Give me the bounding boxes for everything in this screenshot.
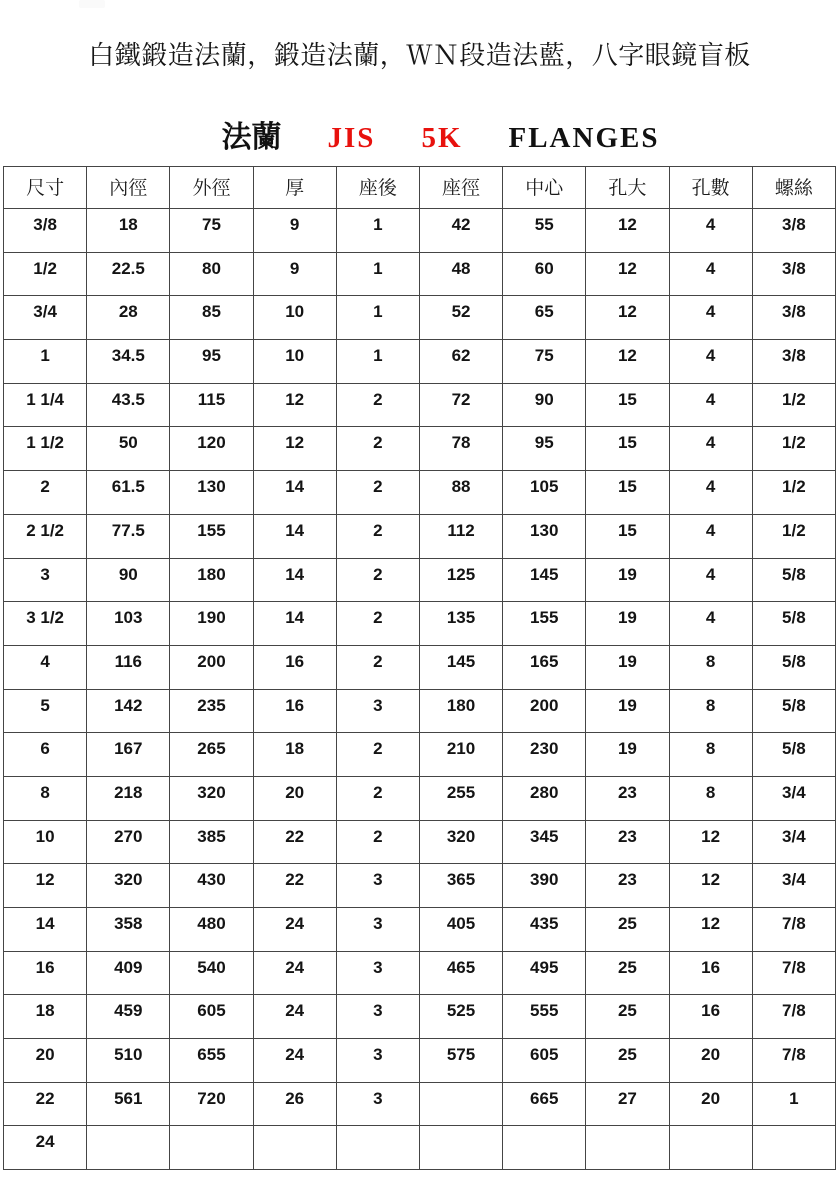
table-cell: 20 xyxy=(4,1039,87,1083)
table-cell: 14 xyxy=(4,908,87,952)
table-cell: 385 xyxy=(170,820,253,864)
table-cell: 25 xyxy=(586,908,669,952)
table-cell: 145 xyxy=(419,645,502,689)
table-cell: 3/8 xyxy=(752,209,835,253)
table-cell: 4 xyxy=(669,427,752,471)
table-cell xyxy=(419,1082,502,1126)
table-row xyxy=(4,209,836,253)
column-header: 尺寸 xyxy=(4,167,87,209)
table-cell: 4 xyxy=(669,209,752,253)
table-cell: 2 xyxy=(336,471,419,515)
table-cell: 25 xyxy=(586,1039,669,1083)
table-cell: 265 xyxy=(170,733,253,777)
table-cell: 5/8 xyxy=(752,558,835,602)
table-cell: 1/2 xyxy=(752,471,835,515)
table-cell: 655 xyxy=(170,1039,253,1083)
table-cell xyxy=(503,1126,586,1170)
table-cell: 78 xyxy=(419,427,502,471)
table-cell: 720 xyxy=(170,1082,253,1126)
table-cell: 7/8 xyxy=(752,951,835,995)
table-cell xyxy=(336,1126,419,1170)
table-cell: 10 xyxy=(253,296,336,340)
table-row xyxy=(4,776,836,820)
table-cell: 16 xyxy=(669,951,752,995)
table-cell: 25 xyxy=(586,995,669,1039)
table-cell: 15 xyxy=(586,514,669,558)
table-cell: 3/4 xyxy=(4,296,87,340)
table-cell: 180 xyxy=(170,558,253,602)
table-cell: 10 xyxy=(4,820,87,864)
table-cell: 23 xyxy=(586,820,669,864)
table-cell: 665 xyxy=(503,1082,586,1126)
table-cell: 125 xyxy=(419,558,502,602)
table-cell: 3 xyxy=(4,558,87,602)
table-cell: 1 xyxy=(752,1082,835,1126)
table-cell: 3 xyxy=(336,1039,419,1083)
table-cell: 2 xyxy=(336,733,419,777)
table-cell: 24 xyxy=(253,995,336,1039)
table-cell: 43.5 xyxy=(87,383,170,427)
table-cell: 19 xyxy=(586,689,669,733)
table-cell: 24 xyxy=(253,1039,336,1083)
table-cell: 28 xyxy=(87,296,170,340)
table-cell: 42 xyxy=(419,209,502,253)
table-cell: 90 xyxy=(87,558,170,602)
column-header: 座徑 xyxy=(419,167,502,209)
table-cell: 2 xyxy=(336,645,419,689)
table-cell: 25 xyxy=(586,951,669,995)
table-cell: 12 xyxy=(586,252,669,296)
table-cell: 200 xyxy=(170,645,253,689)
table-cell: 3 xyxy=(336,689,419,733)
table-cell: 95 xyxy=(503,427,586,471)
table-row xyxy=(4,558,836,602)
table-cell: 8 xyxy=(669,733,752,777)
table-cell: 2 xyxy=(336,602,419,646)
table-cell: 145 xyxy=(503,558,586,602)
table-row xyxy=(4,340,836,384)
table-cell: 72 xyxy=(419,383,502,427)
table-row xyxy=(4,427,836,471)
table-cell: 1 1/2 xyxy=(4,427,87,471)
table-cell: 34.5 xyxy=(87,340,170,384)
table-cell: 105 xyxy=(503,471,586,515)
table-cell: 1/2 xyxy=(752,427,835,471)
table-cell xyxy=(87,1126,170,1170)
table-row xyxy=(4,1039,836,1083)
table-cell: 120 xyxy=(170,427,253,471)
table-cell: 55 xyxy=(503,209,586,253)
table-cell: 16 xyxy=(253,689,336,733)
table-cell: 3 xyxy=(336,864,419,908)
table-cell: 15 xyxy=(586,427,669,471)
table-cell: 12 xyxy=(253,427,336,471)
table-cell: 142 xyxy=(87,689,170,733)
table-cell: 12 xyxy=(253,383,336,427)
table-cell: 320 xyxy=(170,776,253,820)
table-cell: 112 xyxy=(419,514,502,558)
table-cell: 23 xyxy=(586,864,669,908)
table-cell: 320 xyxy=(419,820,502,864)
table-cell: 115 xyxy=(170,383,253,427)
table-cell: 20 xyxy=(669,1082,752,1126)
table-cell: 16 xyxy=(253,645,336,689)
table-cell: 5 xyxy=(4,689,87,733)
caption-pressure-class: 5K xyxy=(421,122,463,154)
table-cell: 22 xyxy=(253,820,336,864)
table-cell: 50 xyxy=(87,427,170,471)
table-cell: 77.5 xyxy=(87,514,170,558)
table-cell: 15 xyxy=(586,383,669,427)
table-cell: 345 xyxy=(503,820,586,864)
table-cell: 430 xyxy=(170,864,253,908)
table-cell: 22 xyxy=(4,1082,87,1126)
table-cell: 525 xyxy=(419,995,502,1039)
table-cell: 200 xyxy=(503,689,586,733)
table-row xyxy=(4,951,836,995)
table-cell: 190 xyxy=(170,602,253,646)
table-cell: 4 xyxy=(4,645,87,689)
table-cell: 4 xyxy=(669,252,752,296)
table-cell: 8 xyxy=(669,645,752,689)
table-cell: 2 xyxy=(336,820,419,864)
caption-standard: JIS xyxy=(327,122,376,154)
table-cell: 3/8 xyxy=(752,340,835,384)
table-cell: 9 xyxy=(253,252,336,296)
table-cell: 61.5 xyxy=(87,471,170,515)
table-cell: 12 xyxy=(669,864,752,908)
table-cell: 270 xyxy=(87,820,170,864)
column-header: 座後 xyxy=(336,167,419,209)
table-cell: 7/8 xyxy=(752,1039,835,1083)
table-head xyxy=(4,167,836,209)
table-cell: 510 xyxy=(87,1039,170,1083)
table-cell: 365 xyxy=(419,864,502,908)
table-cell: 1/2 xyxy=(752,383,835,427)
table-cell: 1/2 xyxy=(4,252,87,296)
table-row xyxy=(4,252,836,296)
table-cell: 465 xyxy=(419,951,502,995)
table-cell: 3/8 xyxy=(752,252,835,296)
table-cell: 3 xyxy=(336,995,419,1039)
table-cell: 19 xyxy=(586,733,669,777)
table-cell: 6 xyxy=(4,733,87,777)
table-cell: 75 xyxy=(503,340,586,384)
table-cell: 16 xyxy=(669,995,752,1039)
table-cell: 60 xyxy=(503,252,586,296)
table-cell: 24 xyxy=(4,1126,87,1170)
table-cell: 18 xyxy=(4,995,87,1039)
table-cell: 1 xyxy=(336,340,419,384)
table-cell: 180 xyxy=(419,689,502,733)
table-cell: 435 xyxy=(503,908,586,952)
table-cell: 19 xyxy=(586,645,669,689)
table-cell xyxy=(419,1126,502,1170)
table-cell: 1/2 xyxy=(752,514,835,558)
table-cell: 3 xyxy=(336,1082,419,1126)
table-cell: 4 xyxy=(669,296,752,340)
table-cell: 80 xyxy=(170,252,253,296)
table-cell: 8 xyxy=(4,776,87,820)
caption-product-en: FLANGES xyxy=(508,122,660,154)
table-cell: 14 xyxy=(253,514,336,558)
table-cell: 3/8 xyxy=(752,296,835,340)
table-cell xyxy=(752,1126,835,1170)
table-cell: 390 xyxy=(503,864,586,908)
table-cell: 26 xyxy=(253,1082,336,1126)
table-cell: 27 xyxy=(586,1082,669,1126)
table-cell: 24 xyxy=(253,951,336,995)
table-cell: 230 xyxy=(503,733,586,777)
table-cell: 18 xyxy=(253,733,336,777)
table-cell: 561 xyxy=(87,1082,170,1126)
caption-product-cn: 法蘭 xyxy=(221,121,282,154)
table-cell: 103 xyxy=(87,602,170,646)
table-cell: 605 xyxy=(503,1039,586,1083)
table-cell: 3/4 xyxy=(752,864,835,908)
table-cell: 130 xyxy=(503,514,586,558)
table-row xyxy=(4,820,836,864)
column-header: 厚 xyxy=(253,167,336,209)
table-cell: 167 xyxy=(87,733,170,777)
table-cell: 1 xyxy=(4,340,87,384)
table-cell: 3 1/2 xyxy=(4,602,87,646)
column-header: 孔大 xyxy=(586,167,669,209)
column-header: 內徑 xyxy=(87,167,170,209)
table-cell: 2 xyxy=(336,514,419,558)
table-cell: 2 xyxy=(336,558,419,602)
column-header: 中心 xyxy=(503,167,586,209)
table-cell: 20 xyxy=(253,776,336,820)
table-cell: 540 xyxy=(170,951,253,995)
table-cell: 358 xyxy=(87,908,170,952)
table-cell: 3/8 xyxy=(4,209,87,253)
table-cell: 2 xyxy=(336,427,419,471)
table-cell: 1 xyxy=(336,209,419,253)
table-cell: 3 xyxy=(336,908,419,952)
table-cell: 8 xyxy=(669,776,752,820)
table-cell: 135 xyxy=(419,602,502,646)
table-row xyxy=(4,1082,836,1126)
table-cell: 605 xyxy=(170,995,253,1039)
table-caption xyxy=(21,121,839,155)
table-cell: 62 xyxy=(419,340,502,384)
table-cell: 1 xyxy=(336,252,419,296)
table-row xyxy=(4,645,836,689)
table-row xyxy=(4,908,836,952)
table-cell: 280 xyxy=(503,776,586,820)
table-cell: 12 xyxy=(586,296,669,340)
table-cell: 495 xyxy=(503,951,586,995)
table-cell: 1 1/4 xyxy=(4,383,87,427)
table-cell xyxy=(586,1126,669,1170)
table-cell: 1 xyxy=(336,296,419,340)
table-cell: 14 xyxy=(253,602,336,646)
table-cell: 3 xyxy=(336,951,419,995)
column-header: 螺絲 xyxy=(752,167,835,209)
table-cell: 480 xyxy=(170,908,253,952)
table-cell: 4 xyxy=(669,340,752,384)
table-cell: 409 xyxy=(87,951,170,995)
table-cell: 19 xyxy=(586,602,669,646)
table-row xyxy=(4,689,836,733)
table-cell: 5/8 xyxy=(752,689,835,733)
table-cell: 405 xyxy=(419,908,502,952)
table-cell: 5/8 xyxy=(752,645,835,689)
table-row xyxy=(4,383,836,427)
table-cell: 12 xyxy=(586,340,669,384)
table-cell: 90 xyxy=(503,383,586,427)
table-cell: 255 xyxy=(419,776,502,820)
table-cell: 235 xyxy=(170,689,253,733)
table-cell: 10 xyxy=(253,340,336,384)
table-cell: 116 xyxy=(87,645,170,689)
table-cell: 165 xyxy=(503,645,586,689)
table-cell: 3/4 xyxy=(752,820,835,864)
table-cell: 575 xyxy=(419,1039,502,1083)
column-header: 孔數 xyxy=(669,167,752,209)
table-cell xyxy=(253,1126,336,1170)
table-cell: 23 xyxy=(586,776,669,820)
table-cell: 24 xyxy=(253,908,336,952)
table-cell: 2 1/2 xyxy=(4,514,87,558)
table-cell: 555 xyxy=(503,995,586,1039)
table-cell: 4 xyxy=(669,514,752,558)
table-cell: 4 xyxy=(669,383,752,427)
table-cell: 155 xyxy=(503,602,586,646)
table-cell: 2 xyxy=(4,471,87,515)
page-title: 白鐵鍛造法蘭，鍛造法蘭，ＷＮ段造法藍，八字眼鏡盲板 xyxy=(88,40,751,70)
table-cell: 3/4 xyxy=(752,776,835,820)
table-cell: 5/8 xyxy=(752,733,835,777)
table-cell: 9 xyxy=(253,209,336,253)
table-cell: 320 xyxy=(87,864,170,908)
table-body xyxy=(4,209,836,1170)
table-cell: 12 xyxy=(4,864,87,908)
table-row xyxy=(4,296,836,340)
table-cell: 2 xyxy=(336,776,419,820)
table-cell: 95 xyxy=(170,340,253,384)
table-cell: 19 xyxy=(586,558,669,602)
table-cell: 210 xyxy=(419,733,502,777)
table-row xyxy=(4,864,836,908)
table-cell: 22.5 xyxy=(87,252,170,296)
table-row xyxy=(4,733,836,777)
table-cell: 12 xyxy=(669,908,752,952)
table-cell: 459 xyxy=(87,995,170,1039)
table-cell: 155 xyxy=(170,514,253,558)
table-cell: 2 xyxy=(336,383,419,427)
table-cell: 12 xyxy=(669,820,752,864)
table-cell: 15 xyxy=(586,471,669,515)
table-cell: 88 xyxy=(419,471,502,515)
table-cell: 130 xyxy=(170,471,253,515)
table-row xyxy=(4,1126,836,1170)
table-row xyxy=(4,471,836,515)
table-cell xyxy=(669,1126,752,1170)
table-cell: 14 xyxy=(253,471,336,515)
table-cell: 85 xyxy=(170,296,253,340)
table-cell: 8 xyxy=(669,689,752,733)
column-header: 外徑 xyxy=(170,167,253,209)
table-row xyxy=(4,602,836,646)
table-cell: 22 xyxy=(253,864,336,908)
table-cell: 4 xyxy=(669,602,752,646)
table-cell: 52 xyxy=(419,296,502,340)
table-row xyxy=(4,514,836,558)
table-row xyxy=(4,995,836,1039)
table-cell: 4 xyxy=(669,558,752,602)
table-cell xyxy=(170,1126,253,1170)
table-cell: 65 xyxy=(503,296,586,340)
table-cell: 7/8 xyxy=(752,908,835,952)
table-cell: 16 xyxy=(4,951,87,995)
scan-artifact xyxy=(79,0,105,8)
table-header-row xyxy=(4,167,836,209)
table-cell: 18 xyxy=(87,209,170,253)
table-cell: 5/8 xyxy=(752,602,835,646)
table-cell: 218 xyxy=(87,776,170,820)
table-cell: 4 xyxy=(669,471,752,515)
table-cell: 20 xyxy=(669,1039,752,1083)
table-cell: 12 xyxy=(586,209,669,253)
table-cell: 48 xyxy=(419,252,502,296)
table-cell: 75 xyxy=(170,209,253,253)
table-cell: 7/8 xyxy=(752,995,835,1039)
table-cell: 14 xyxy=(253,558,336,602)
flange-spec-table xyxy=(3,166,836,1170)
